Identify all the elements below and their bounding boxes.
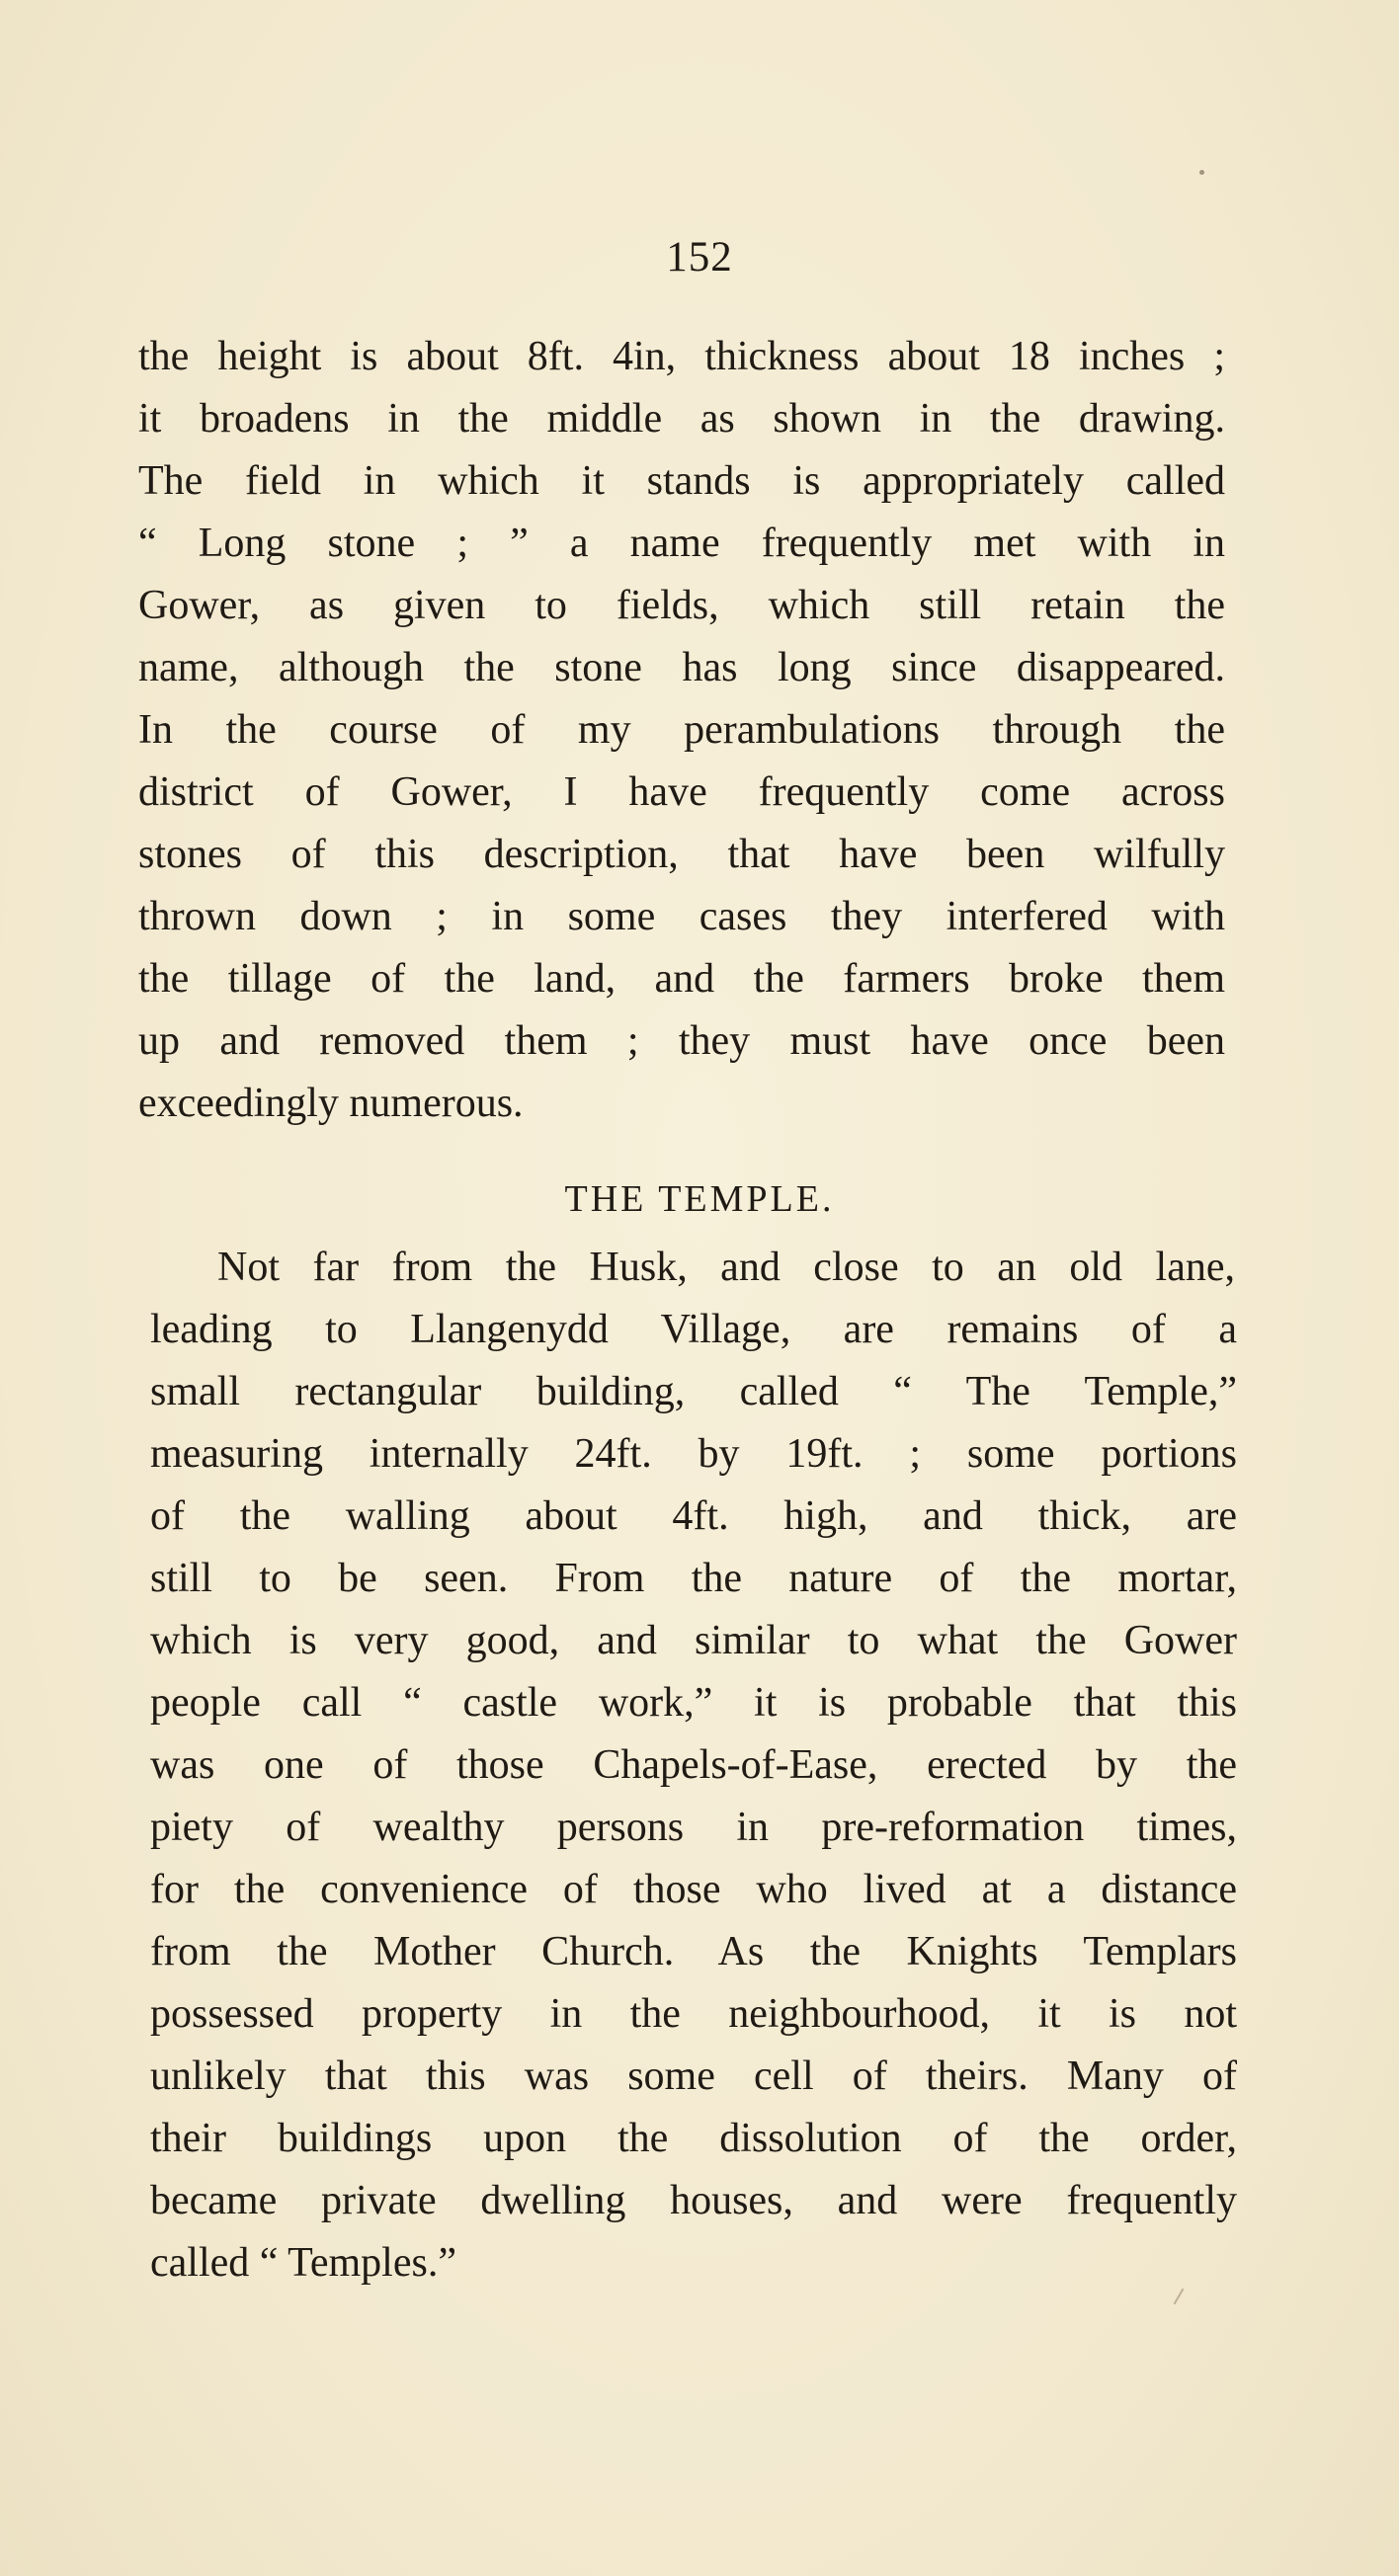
text-line: leading to Llangenydd Village, are remains of a (150, 1307, 1237, 1352)
text-line: called “ Temples.” (150, 2240, 456, 2286)
text-line: “ Long stone ; ” a name frequently met with in (138, 521, 1225, 566)
text-line: The field in which it stands is appropriately called (138, 458, 1225, 504)
text-line: became private dwelling houses, and were frequently (150, 2178, 1237, 2223)
paper-speck (1199, 170, 1204, 175)
paper-mark (1174, 2289, 1185, 2305)
text-line: which is very good, and similar to what the Gower (150, 1618, 1237, 1663)
text-line: measuring internally 24ft. by 19ft. ; some portions (150, 1431, 1237, 1477)
text-line: the tillage of the land, and the farmers broke them (138, 956, 1225, 1002)
text-line: unlikely that this was some cell of theirs. Many of (150, 2053, 1237, 2099)
text-line: their buildings upon the dissolution of the order, (150, 2116, 1237, 2161)
section-heading: THE TEMPLE. (564, 1178, 835, 1220)
text-line: still to be seen. From the nature of the mortar, (150, 1556, 1237, 1601)
text-line: exceedingly numerous. (138, 1081, 524, 1126)
text-line: was one of those Chapels-of-Ease, erected by the (150, 1742, 1237, 1788)
text-line: In the course of my perambulations through the (138, 707, 1225, 753)
text-line: stones of this description, that have been wilfully (138, 832, 1225, 877)
text-line: it broadens in the middle as shown in the drawing. (138, 396, 1225, 442)
text-line: for the convenience of those who lived at a distance (150, 1867, 1237, 1912)
text-line: piety of wealthy persons in pre-reformation times, (150, 1805, 1237, 1850)
text-line: district of Gower, I have frequently come across (138, 769, 1225, 815)
text-line: the height is about 8ft. 4in, thickness about 18 inches ; (138, 334, 1225, 379)
text-line: of the walling about 4ft. high, and thick, are (150, 1493, 1237, 1539)
text-line: Not far from the Husk, and close to an old lane, (217, 1245, 1235, 1290)
text-line: thrown down ; in some cases they interfered with (138, 894, 1225, 939)
text-line: up and removed them ; they must have once been (138, 1018, 1225, 1064)
text-line: small rectangular building, called “ The Temple,” (150, 1369, 1237, 1414)
page-number: 152 (666, 234, 733, 281)
text-line: people call “ castle work,” it is probable that this (150, 1680, 1237, 1726)
text-line: name, although the stone has long since disappeared. (138, 645, 1225, 690)
text-line: possessed property in the neighbourhood, it is not (150, 1991, 1237, 2037)
text-line: from the Mother Church. As the Knights Templars (150, 1929, 1237, 1974)
text-line: Gower, as given to fields, which still retain the (138, 583, 1225, 628)
